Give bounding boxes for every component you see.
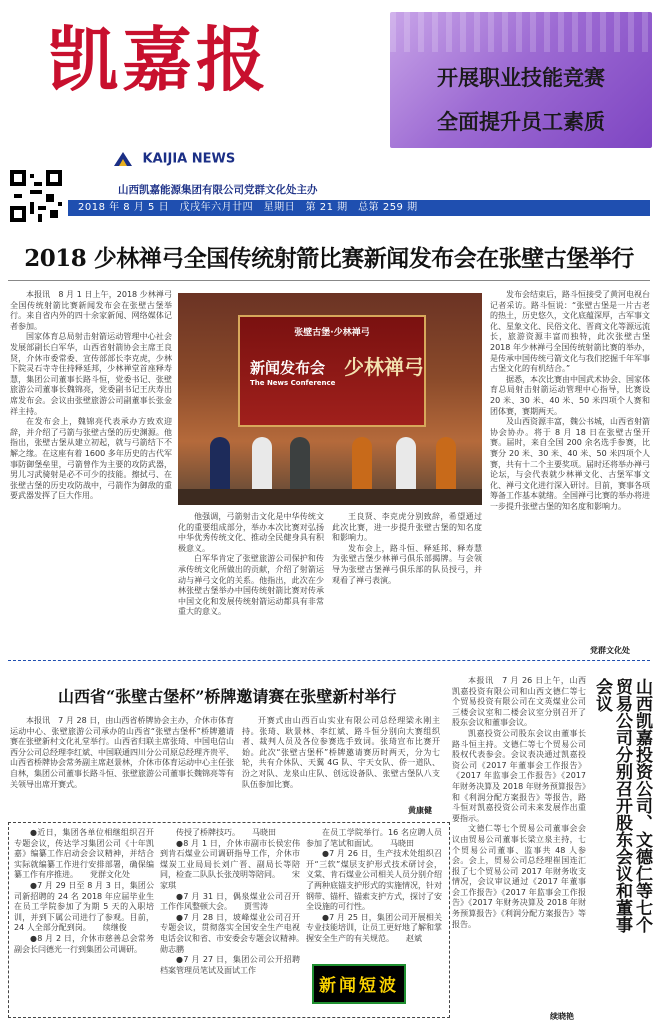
newspaper-title: 凯嘉报 bbox=[48, 18, 270, 101]
backdrop-board bbox=[238, 315, 426, 427]
right-story-body bbox=[452, 676, 586, 1012]
brief-item: ●7 月 25 日，集团公司开展相关专业技能培训，让员工更好地了解和掌握安全生产的有关规范。 赵斌 bbox=[306, 912, 442, 943]
briefs-column-2 bbox=[160, 828, 300, 1014]
right-paragraph: 凯嘉投资公司股东会议由董事长路斗恒主持。文德仁等七个贸易公司股权代表参会。会议表决通过凯嘉投资公司《2017 年董事会工作报告》《2017 年监事会工作报告》《2017 年财务决算及 2018 年财务预算报告》和《利润分配方案报告》等报告，路斗恒对凯嘉投资公司未来发展作出重要指示。 bbox=[452, 728, 586, 823]
lead-paragraph: 他强调，弓箭射击文化是中华传统文化的重要组成部分，举办本次比赛对弘扬中华优秀传统文化、推动全民健身具有积极意义。 bbox=[178, 512, 324, 553]
board-text: 张壁古堡·少林禅弓 bbox=[294, 328, 370, 338]
brief-item: ●8 月 2 日，介休市慈善总会常务副会长闫德光一行到集团公司调研。 bbox=[14, 933, 154, 954]
banner-line-1: 开展职业技能竞赛 bbox=[437, 66, 605, 90]
brief-item: 在员工学院举行。16 名应聘人员参加了笔试和面试。 马晓田 bbox=[306, 828, 442, 848]
lead-paragraph: 据悉，本次比赛由中国武术协会、国家体育总局射击射箭运动管理中心指导，比赛设 20 米、30 米、40 米、50 米四项个人赛和团体赛，赛期两天。 bbox=[490, 374, 650, 416]
right-paragraph: 本报讯 7 月 26 日上午，山西凯嘉投资有限公司和山西文德仁等七个贸易投资有限公司在文英煤业公司三楼会议室和二楼会议室分别召开了股东会议和董事会议。 bbox=[452, 676, 586, 728]
second-column-1 bbox=[10, 716, 234, 816]
board-text: 新闻发布会 bbox=[250, 359, 326, 377]
person bbox=[436, 437, 456, 491]
person bbox=[396, 437, 416, 491]
briefs-column-3 bbox=[306, 828, 442, 958]
lead-paragraph: 国家体育总局射击射箭运动管理中心社会发展部副长白军华，山西省射箭协会主席王良贤，介休市委常委、宣传部部长李克虎，少林下院灵石寺寺住持释延邦，少林禅堂首座释寿慧，集团公司董事长路斗恒，党委书记、张壁旅游公司董事长魏锦亮，党委副书记王庆寿出席发布会。会议由张壁旅游公司副董事长张金祥主持。 bbox=[10, 332, 172, 416]
lead-column-4 bbox=[490, 290, 650, 644]
lead-column-1 bbox=[10, 290, 172, 650]
second-paragraph: 开赛式由山西百山实业有限公司总经理梁永刚主持。张琦、耿景林、李红斌、路斗恒分别向大赛组织者、裁判人员及各位参赛选手致词。张琦宣布比赛开始。此次“张壁古堡杯”桥牌邀请赛历时两天，分为七轮，共有介休队、天翼 4G 队、宇天女队、侨一道队、汾之对队、龙泉山庄队、创远设备队、张壁古堡队八支队伍参加比赛。 bbox=[242, 716, 440, 789]
brief-item: ●近日，集团各单位相继组织召开专题会议，传达学习集团公司《十年凯嘉》编纂工作启动会会议精神，并结合实际就编纂工作进行安排部署，确保编纂工作有序推进。 党群文化处 bbox=[14, 828, 154, 880]
lead-paragraph: 白军华肯定了张壁旅游公司保护和传承传统文化所做出的贡献，介绍了射箭运动与禅弓文化的关系。他指出，此次在少林张壁古堡举办中国传统射箭比赛对传承中国文化和发展传统射箭运动都具有非常重大的意义。 bbox=[178, 554, 324, 617]
brief-item: ●7 月 31 日，偶泉煤业公司召开工作作风整顿大会。 贾雪涛 bbox=[160, 891, 300, 912]
press-conference-photo bbox=[178, 293, 482, 505]
dateline-bar: 2018 年 8 月 5 日 戊戌年六月廿四 星期日 第 21 期 总第 259 期 bbox=[68, 200, 650, 216]
stage-floor bbox=[178, 489, 482, 505]
second-column-2 bbox=[242, 716, 440, 806]
brief-item: ●7 月 29 日至 8 月 3 日，集团公司新招聘的 24 名 2018 年应届毕业生在员工学院参加了为期 5 天的入职培训，并到下属公司进行了参观。目前，24 人全部分配到岗。 续继俊 bbox=[14, 880, 154, 933]
person bbox=[252, 437, 272, 491]
brief-item: ●8 月 1 日，介休市副市长侯宏伟到肯石煤业公司调研指导工作，介休市煤炭工业局局长刘广晋、副局长等陪同，检查二队队长张茂明等陪同。 宋家琪 bbox=[160, 838, 300, 890]
brief-item: ●7 月 26 日，生产技术处组织召开“三软”煤层支护形式技术研讨会，义棠、肯石煤业公司相关人员分别介绍了两种底锚支护形式的实施情况，针对钢带、锚杆、锚索支护方式，探讨了安全设施的可行性。 bbox=[306, 849, 442, 912]
lead-headline: 2018 少林禅弓全国传统射箭比赛新闻发布会在张壁古堡举行 bbox=[24, 245, 634, 272]
lead-byline: 党群文化处 bbox=[590, 646, 630, 655]
brief-item: ●7 月 27 日，集团公司公开招聘档案管理员笔试及面试工作 bbox=[160, 955, 300, 975]
lead-paragraph: 发布会结束后，路斗恒接受了黄河电视台记者采访。路斗恒说：“张壁古堡是一片古老的热土，历史悠久，文化底蕴深厚，古军事文化、星象文化、民俗文化、晋商文化等源远流长，旅游资源丰富而独特，此次张壁古堡 2018 年少林禅弓全国传统射箭比赛的举办，是传承中国传统弓箭文化与我们挖掘千年军事古堡文化的有机结合。” bbox=[490, 290, 650, 374]
banner-ad bbox=[390, 12, 652, 148]
second-headline: 山西省“张壁古堡杯”桥牌邀请赛在张壁新村举行 bbox=[58, 687, 397, 706]
right-author: 续晓艳 bbox=[550, 1012, 574, 1021]
kaijia-logo-icon bbox=[112, 150, 134, 168]
banner-line-2: 全面提升员工素质 bbox=[437, 110, 605, 134]
lead-column-3 bbox=[332, 512, 482, 652]
lead-paragraph: 及山西资源丰富，魏公书城，山西省射箭协会协办。将于 8 月 18 日在张壁古堡开赛。届时，来自全国 200 余名选手参赛，比赛分 20 米、30 米、40 米、50 米四项个人赛，共有十二个主要奖项。届时还将举办禅弓论坛，与会代表就少林禅文化、古堡军事文化、禅弓文化进行深入研讨。目前，赛事各项筹备工作基本就绪。全国禅弓比赛的举办将进一步提升张壁古堡的知名度和影响力。 bbox=[490, 417, 650, 511]
briefs-column-1 bbox=[14, 828, 154, 1014]
banner-decoration bbox=[390, 12, 652, 52]
logo-text: KAIJIA NEWS bbox=[142, 151, 236, 167]
lead-paragraph: 在发布会上，魏锦亮代表承办方致欢迎辞，并介绍了弓箭与张壁古堡的历史渊源。他指出，张壁古堡从建立初起，就与弓箭结下不解之缘。在这座有着 1600 多年历史的古代军事防御堡垒里，弓箭曾作为主要的攻防武器，男儿习武骑射是必不可少的技能。擦拭弓、在张壁古堡的历史攻防战中，弓箭作为御敌的重要武器发挥了巨大作用。 bbox=[10, 417, 172, 501]
divider bbox=[8, 660, 650, 661]
logo bbox=[112, 150, 235, 168]
person bbox=[290, 437, 310, 491]
publisher-line: 山西凯嘉能源集团有限公司党群文化处主办 bbox=[118, 184, 318, 196]
board-text: The News Conference bbox=[250, 379, 336, 387]
qr-code-icon[interactable] bbox=[10, 170, 62, 222]
brief-item: 传授了桥牌技巧。 马晓田 bbox=[176, 828, 276, 837]
right-story-title: 山西凯嘉投资公司、文德仁等七个贸易公司分别召开股东会议和董事会议 bbox=[592, 678, 652, 933]
second-paragraph: 本报讯 7 月 28 日，由山西省桥牌协会主办，介休市体育运动中心、张壁旅游公司承办的山西省“张壁古堡杯”桥牌邀请赛在张壁新村文化礼堂举行。山西省归联主席张琦、中国电信山西分公司总经理李红斌、中国联通四川分公司原总经理齐贵平、山西省桥牌协会常务副主席赵景林，介休市体育运动中心主任张自林，集团公司董事长路斗恒、张壁旅游公司董事长魏锦亮等有关领导出席开赛式。 bbox=[10, 716, 234, 789]
person bbox=[352, 437, 372, 491]
lead-paragraph: 发布会上，路斗恒、释延邦、释寿慧为张壁古堡少林禅弓俱乐部揭牌。与会领导为张壁古堡禅弓俱乐部的队员授弓，并观看了禅弓表演。 bbox=[332, 543, 482, 585]
news-briefs-label: 新闻短波 bbox=[312, 964, 406, 1004]
person bbox=[210, 437, 230, 491]
lead-paragraph: 本报讯 8 月 1 日上午，2018 少林禅弓全国传统射箭比赛新闻发布会在张壁古堡举行。来自省内外的四十余家新闻、网络媒体记者参加。 bbox=[10, 290, 172, 331]
lead-paragraph: 王良贤、李克虎分别致辞，希望通过此次比赛，进一步提升张壁古堡的知名度和影响力。 bbox=[332, 512, 482, 543]
right-paragraph: 文德仁等七个贸易公司董事会会议由贸易公司董事长梁立泉主持，七个贸易公司董事、监事共 48 人参会。会上，贸易公司总经理崔国连汇报了七个贸易公司 2017 年财务收支情况，会议审议通过《2017 年董事会工作报告》《2017 年监事会工作报告》《2017 年财务决算及 2018 年财务预算报告》《利润分配方案报告》等报告。 bbox=[452, 824, 586, 929]
calligraphy-text: 少林禅弓 bbox=[344, 355, 424, 379]
second-author: 黄康健 bbox=[408, 806, 432, 815]
divider bbox=[8, 280, 650, 281]
brief-item: ●7 月 28 日，坡峰煤业公司召开专题会议，贯彻落实全国安全生产电视电话会议和省、市安委会专题会议精神。 勋志鹏 bbox=[160, 912, 300, 954]
lead-column-2 bbox=[178, 512, 324, 652]
